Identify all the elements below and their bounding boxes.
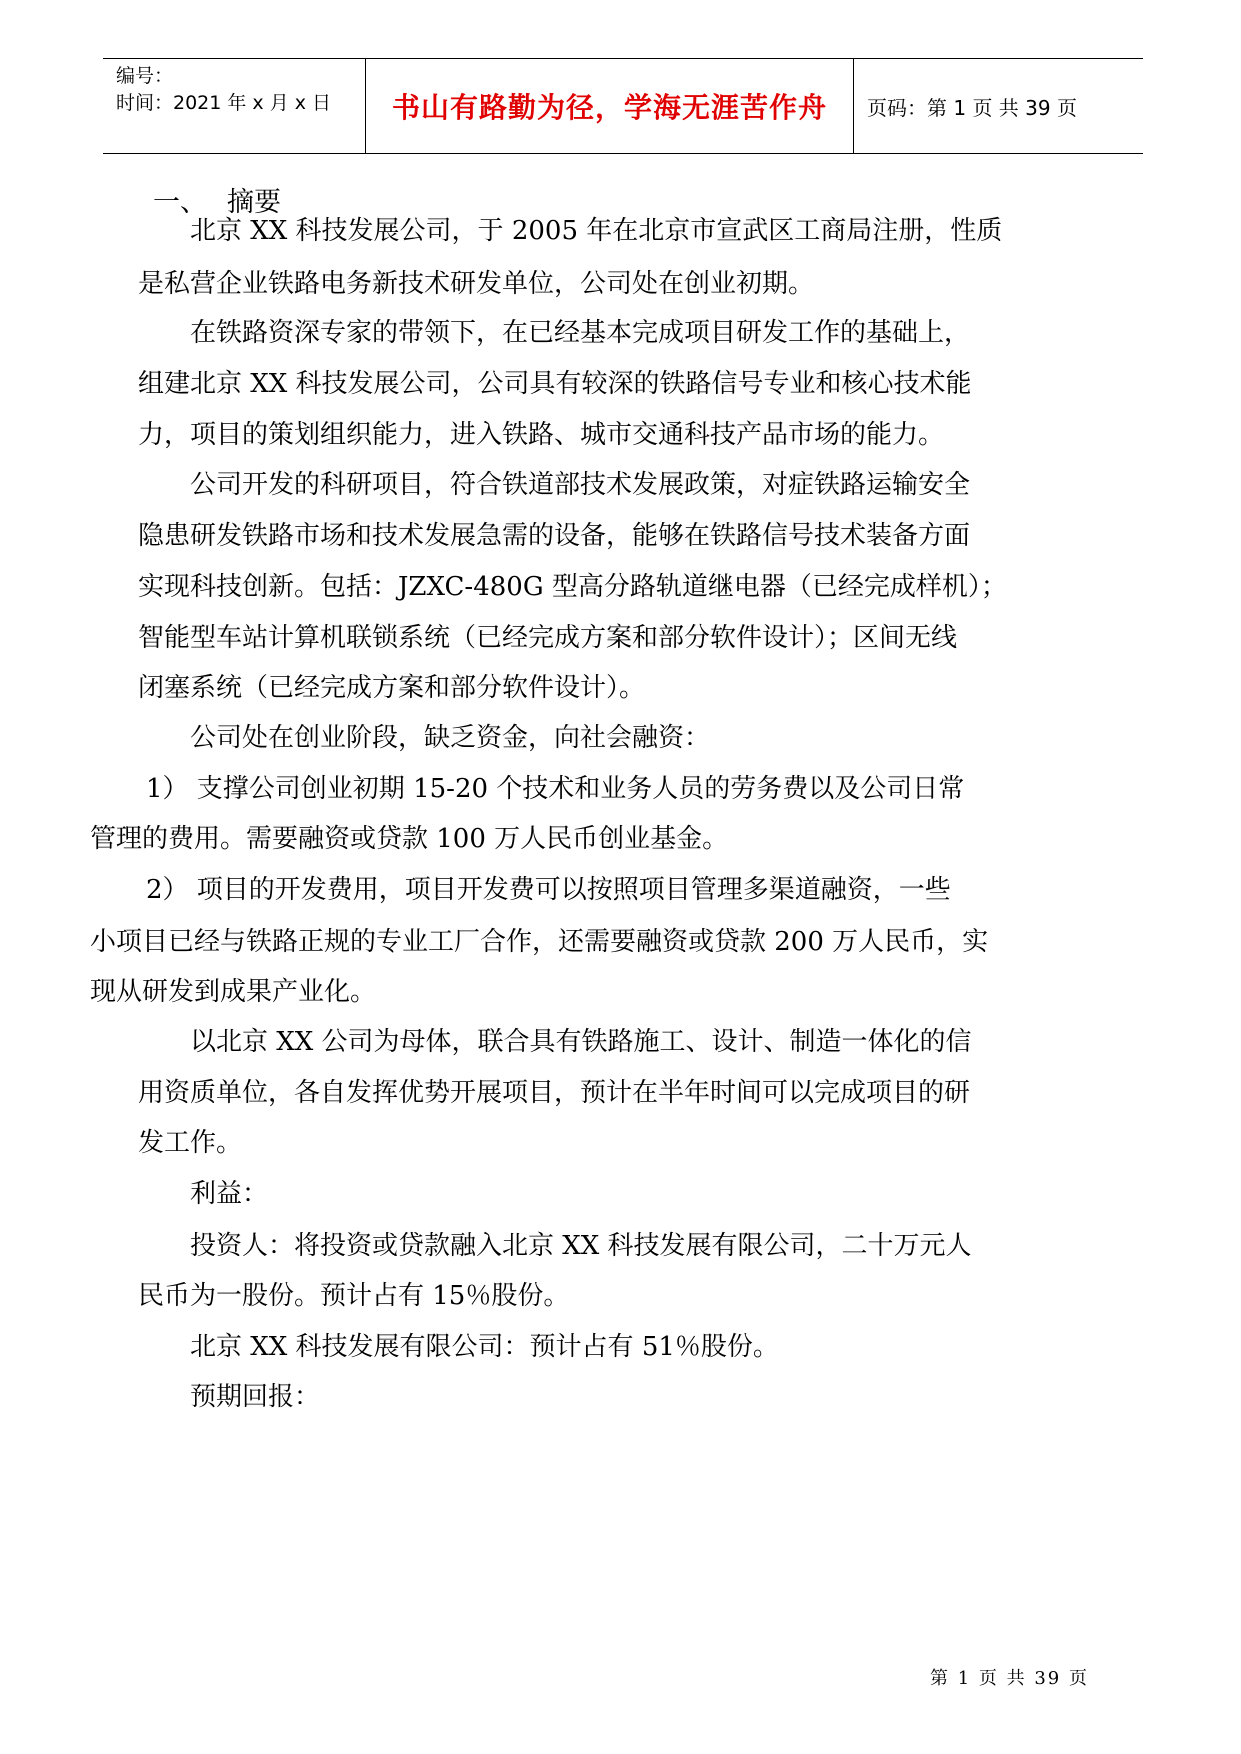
line: 闭塞系统（已经完成方案和部分软件设计）。 (138, 673, 646, 703)
line: 公司处在创业阶段，缺乏资金，向社会融资： (190, 723, 711, 753)
line: 利益： (190, 1179, 269, 1209)
header-code-label: 编号： (116, 65, 174, 87)
line: 预期回报： (190, 1382, 321, 1412)
line: 隐患研发铁路市场和技术发展急需的设备，能够在铁路信号技术装备方面 (138, 521, 971, 551)
line: 2） 项目的开发费用，项目开发费可以按照项目管理多渠道融资，一些 (146, 875, 951, 905)
document-header (103, 58, 1143, 154)
line: 智能型车站计算机联锁系统（已经完成方案和部分软件设计）；区间无线 (138, 623, 958, 653)
line: 北京 XX 科技发展公司，于 2005 年在北京市宣武区工商局注册，性质 (190, 216, 1003, 246)
line: 力，项目的策划组织能力，进入铁路、城市交通科技产品市场的能力。 (138, 420, 945, 450)
line: 投资人：将投资或贷款融入北京 XX 科技发展有限公司，二十万元人 (190, 1231, 972, 1261)
line: 1） 支撑公司创业初期 15-20 个技术和业务人员的劳务费以及公司日常 (146, 774, 965, 804)
line: 民币为一股份。预计占有 15％股份。 (138, 1281, 570, 1311)
line: 是私营企业铁路电务新技术研发单位，公司处在创业初期。 (138, 269, 815, 299)
line: 公司开发的科研项目，符合铁道部技术发展政策，对症铁路运输安全 (190, 470, 971, 500)
line: 发工作。 (138, 1128, 243, 1158)
line: 用资质单位，各自发挥优势开展项目，预计在半年时间可以完成项目的研 (138, 1078, 971, 1108)
line: 组建北京 XX 科技发展公司，公司具有较深的铁路信号专业和核心技术能 (138, 369, 972, 399)
line: 现从研发到成果产业化。 (90, 977, 377, 1007)
line: 在铁路资深专家的带领下，在已经基本完成项目研发工作的基础上， (190, 318, 971, 348)
section-title: 摘要 (227, 187, 281, 218)
line: 以北京 XX 公司为母体，联合具有铁路施工、设计、制造一体化的信 (190, 1027, 972, 1057)
section-number: 一、 (153, 187, 207, 218)
line: 小项目已经与铁路正规的专业工厂合作，还需要融资或贷款 200 万人民币，实 (90, 927, 989, 957)
line: 北京 XX 科技发展有限公司：预计占有 51％股份。 (190, 1332, 779, 1362)
header-page-info: 页码：第 1 页 共 39 页 (867, 95, 1077, 120)
line: 实现科技创新。包括：JZXC-480G 型高分路轨道继电器（已经完成样机）； (138, 572, 1007, 602)
line: 管理的费用。需要融资或贷款 100 万人民币创业基金。 (90, 824, 729, 854)
footer-page-info: 第 1 页 共 39 页 (930, 1668, 1089, 1689)
header-motto: 书山有路勤为径，学海无涯苦作舟 (366, 59, 854, 153)
header-date: 时间：2021 年 x 月 x 日 (116, 92, 332, 114)
header-meta (103, 59, 366, 153)
